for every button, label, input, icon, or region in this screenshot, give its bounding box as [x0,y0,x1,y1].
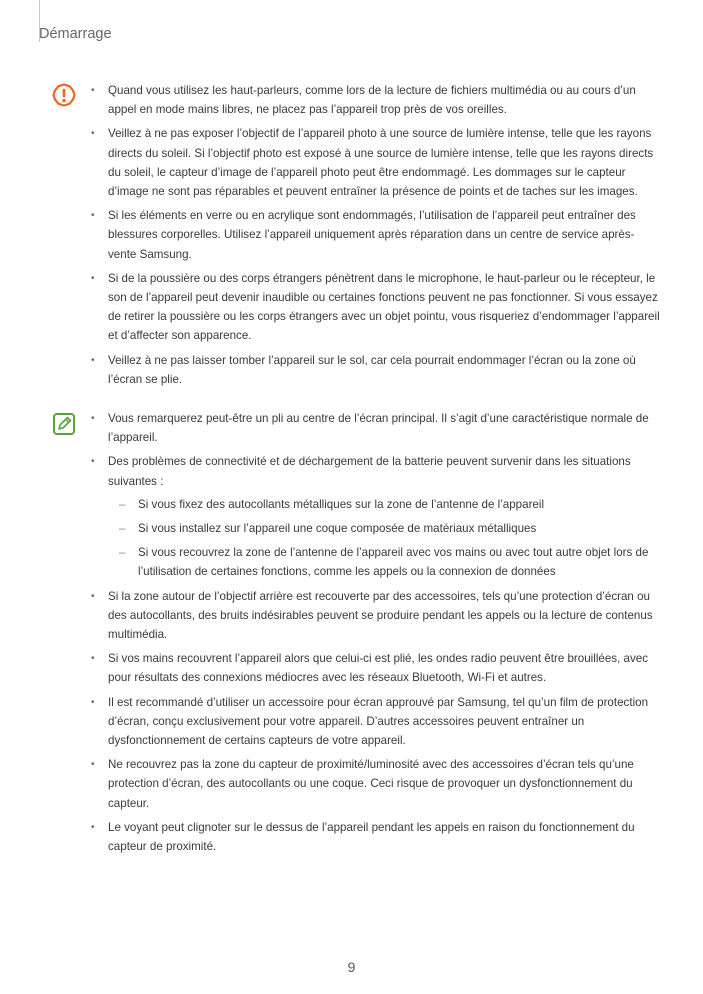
caution-item: • Si de la poussière ou des corps étrangers pénètrent dans le microphone, le haut-parleur ou le récepteur, le son de l’appareil peut devenir inaudible ou certaines fonctions peuvent ne pas fonctionner. Si vous essayez de retirer la poussière ou les corps étrangers avec un objet pointu, vous risqueriez d’endommager l’appareil et d’affecter son apparence. [108,269,662,346]
note-item: • Vous remarquerez peut-être un pli au centre de l’écran principal. Il s’agit d’une caractéristique normale de l’appareil. [108,409,662,447]
note-subitem: – Si vous recouvrez la zone de l’antenne de l’appareil avec vos mains ou avec tout autre objet lors de l’utilisation de certaines fonctions, comme les appels ou la connexion de données [138,543,662,581]
note-subitem: – Si vous fixez des autocollants métalliques sur la zone de l’antenne de l’appareil [138,495,662,514]
note-block [52,409,662,861]
note-item-text: Des problèmes de connectivité et de déchargement de la batterie peuvent survenir dans les situations suivantes : [108,455,631,488]
caution-icon [52,83,76,107]
note-icon [52,412,76,436]
caution-block [52,81,662,394]
note-subitem: – Si vous installez sur l’appareil une coque composée de matériaux métalliques [138,519,662,538]
note-item: • Si la zone autour de l’objectif arrière est recouverte par des accessoires, tels qu’une protection d’écran ou des autocollants, des bruits indésirables peuvent se produire pendant les appels ou la lecture de contenus multimédia. [108,587,662,645]
note-item [108,452,662,581]
page-number: 9 [347,959,356,975]
caution-item: • Si les éléments en verre ou en acrylique sont endommagés, l’utilisation de l’appareil peut entraîner des blessures corporelles. Utilisez l’appareil uniquement après réparation dans un centre de service après-vente Samsung. [108,206,662,264]
caution-item: • Veillez à ne pas laisser tomber l’appareil sur le sol, car cela pourrait endommager l’écran ou la zone où l’écran se plie. [108,351,662,389]
note-item: • Si vos mains recouvrent l’appareil alors que celui-ci est plié, les ondes radio peuvent être brouillées, avec pour résultats des connexions médiocres avec les réseaux Bluetooth, Wi-Fi et autres. [108,649,662,687]
section-title: Démarrage [39,26,112,42]
note-item: • Il est recommandé d’utiliser un accessoire pour écran approuvé par Samsung, tel qu’un film de protection d’écran, conçu exclusivement pour votre appareil. D’autres accessoires peuvent entraîner un dysfonctionnement de certains capteurs de votre appareil. [108,693,662,751]
caution-item: • Veillez à ne pas exposer l’objectif de l’appareil photo à une source de lumière intense, telle que les rayons directs du soleil. Si l’objectif photo est exposé à une source de lumière intense, telle que les rayons directs du soleil, le capteur d’image de l’appareil photo peut être endommagé. Les dommages sur le capteur d’image ne sont pas réparables et peuvent entraîner la présence de points et de taches sur les images. [108,124,662,201]
note-item: • Le voyant peut clignoter sur le dessus de l’appareil pendant les appels en raison du fonctionnement du capteur de proximité. [108,818,662,856]
note-item: • Ne recouvrez pas la zone du capteur de proximité/luminosité avec des accessoires d’écran tels qu’une protection d’écran, des autocollants ou une coque. Ceci risque de provoquer un dysfonctionnement du capteur. [108,755,662,813]
caution-item: • Quand vous utilisez les haut-parleurs, comme lors de la lecture de fichiers multimédia ou au cours d’un appel en mode mains libres, ne placez pas l’appareil trop près de vos oreilles. [108,81,662,119]
